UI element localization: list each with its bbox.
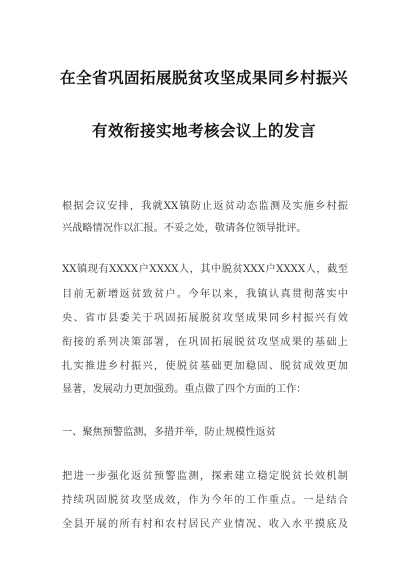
document-title-line-1: 在全省巩固拓展脱贫攻坚成果同乡村振兴 xyxy=(59,69,348,87)
paragraph-2-line-1: XX镇现有XXXX户XXXX人，其中脱贫XXX户XXXX人，截至 xyxy=(62,264,348,275)
paragraph-2-line-3: 央、省市县委关于巩固拓展脱贫攻坚成果同乡村振兴有效 xyxy=(62,313,348,324)
paragraph-2-line-2: 目前无新增返贫致贫户。今年以来，我镇认真贯彻落实中 xyxy=(62,289,348,300)
paragraph-3-line-1: 把进一步强化返贫预警监测，探索建立稳定脱贫长效机制 xyxy=(62,471,348,482)
paragraph-3-line-3: 全县开展的所有村和农村居民产业情况、收入水平摸底及 xyxy=(62,519,348,530)
section-heading-1: 一、聚焦预警监测，多措并举，防止规模性返贫 xyxy=(62,427,276,438)
paragraph-1-line-2: 兴战略情况作以汇报。不妥之处，敬请各位领导批评。 xyxy=(62,223,307,234)
paragraph-3-line-2: 持续巩固脱贫攻坚成效，作为今年的工作重点。一是结合 xyxy=(62,495,348,506)
paragraph-2-line-6: 显著，发展动力更加强劲。重点做了四个方面的工作： xyxy=(62,384,307,395)
paragraph-2-line-4: 衔接的系列决策部署，在巩固拓展脱贫攻坚成果的基础上 xyxy=(62,337,348,348)
paragraph-1-line-1: 根据会议安排，我就XX镇防止返贫动态监测及实施乡村振 xyxy=(62,201,348,212)
paragraph-2-line-5: 扎实推进乡村振兴，使脱贫基础更加稳固、脱贫成效更加 xyxy=(62,361,348,372)
document-title-line-2: 有效衔接实地考核会议上的发言 xyxy=(91,122,316,140)
